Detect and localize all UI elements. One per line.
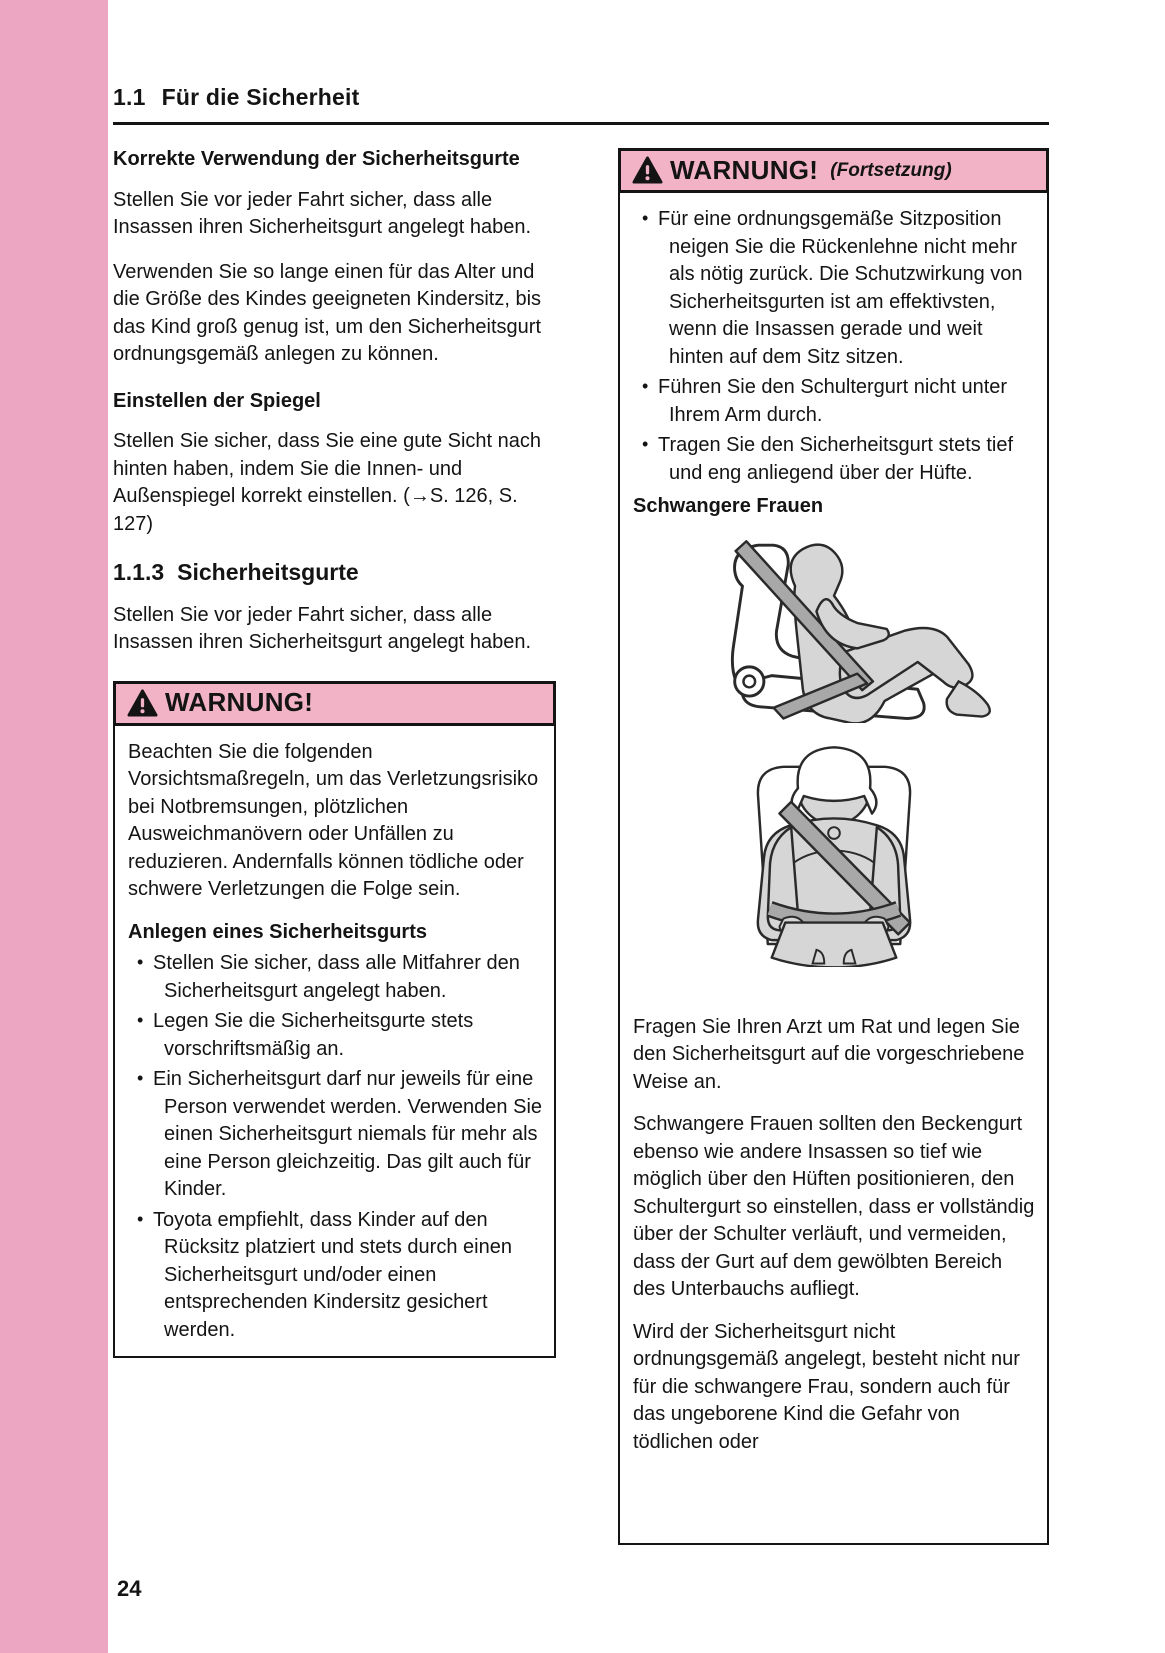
warning-triangle-icon	[127, 689, 158, 718]
bullet-dot: •	[642, 376, 649, 396]
warning-box	[113, 681, 556, 1359]
paragraph: Verwenden Sie so lange einen für das Alter und die Größe des Kindes geeigneten Kindersitz, bis das Kind groß genug ist, um den Sicherheitsgurt ordnungsgemäß anlegen zu können.	[113, 260, 542, 365]
warning-header	[113, 681, 556, 726]
heading-korrekte-verwendung: Korrekte Verwendung der Sicherheitsgurte	[113, 148, 520, 170]
bullet-text: Stellen Sie sicher, dass alle Mitfahrer den Sicherheitsgurt angelegt haben.	[153, 952, 520, 1002]
warning-continuation-label: (Fortsetzung)	[830, 159, 952, 181]
section-heading	[113, 559, 556, 587]
warning-subheading: Anlegen eines Sicherheitsgurts	[128, 920, 427, 943]
heading-einstellen-der-spiegel: Einstellen der Spiegel	[113, 389, 321, 412]
bullet-dot: •	[642, 434, 649, 454]
chapter-title: Für die Sicherheit	[161, 84, 360, 110]
page-number: 24	[117, 1576, 142, 1601]
bullet-dot: •	[137, 1208, 144, 1229]
skirt	[772, 923, 897, 967]
paragraph: Stellen Sie vor jeder Fahrt sicher, dass alle Insassen ihren Sicherheitsgurt angelegt haben.	[113, 188, 532, 238]
warning-header	[618, 148, 1049, 193]
warning-continuation-box	[618, 148, 1049, 1545]
paragraph: Fragen Sie Ihren Arzt um Rat und legen Sie den Sicherheitsgurt auf die vorgeschriebene Weise an.	[633, 1015, 1025, 1093]
list-item	[128, 1066, 542, 1204]
chapter-header	[113, 84, 1049, 125]
bullet-text: Führen Sie den Schultergurt nicht unter Ihrem Arm durch.	[658, 376, 1008, 426]
chapter-number: 1.1	[113, 84, 146, 110]
paragraph: Wird der Sicherheitsgurt nicht ordnungsgemäß angelegt, besteht nicht nur für die schwangere Frau, sondern auch für das ungeborene Kind die Gefahr von tödlichen oder	[633, 1320, 1020, 1453]
seated-pregnant-woman-side-view-drawing	[649, 527, 1019, 723]
right-column	[618, 148, 1049, 1545]
paragraph: Schwangere Frauen sollten den Beckengurt ebenso wie andere Insassen so tief wie möglich über den Hüften positionieren, den Schultergurt so einstellen, dass er vollständig über der Schulter verläuft, und vermeiden, dass der Gurt auf dem gewölbten Bereich des Unterbauchs aufliegt.	[633, 1113, 1035, 1300]
paragraph: Stellen Sie sicher, dass Sie eine gute Sicht nach hinten haben, indem Sie die Innen- und Außenspiegel korrekt einstellen. (→S. 126, S. 127)	[113, 430, 542, 535]
list-item	[633, 206, 1035, 371]
left-column	[113, 146, 556, 1358]
paragraph: Stellen Sie vor jeder Fahrt sicher, dass alle Insassen ihren Sicherheitsgurt angelegt haben.	[113, 603, 532, 653]
recline-knob-center	[743, 675, 755, 687]
bullet-text: Toyota empfiehlt, dass Kinder auf den Rücksitz platziert und stets durch einen Sicherheitsgurt und/oder einen entsprechenden Kindersitz gesichert werden.	[153, 1208, 512, 1341]
bullet-dot: •	[137, 1068, 144, 1088]
bullet-dot: •	[137, 1010, 144, 1030]
bullet-dot: •	[137, 952, 144, 972]
bullet-text: Legen Sie die Sicherheitsgurte stets vorschriftsmäßig an.	[153, 1010, 474, 1060]
bullet-dot: •	[642, 208, 649, 228]
list-item	[633, 432, 1035, 487]
list-item	[128, 1207, 542, 1345]
warning-title: WARNUNG!	[165, 687, 314, 718]
bullet-text: Für eine ordnungsgemäße Sitzposition neigen Sie die Rückenlehne nicht mehr als nötig zurück. Die Schutzwirkung von Sicherheitsgurten ist am effektivsten, wenn die Insassen gerade und weit hinten auf dem Sitz sitzen.	[658, 208, 1023, 368]
list-item	[633, 374, 1035, 429]
warning-intro: Beachten Sie die folgenden Vorsichtsmaßregeln, um das Verletzungsrisiko bei Notbremsungen, plötzlichen Ausweichmanövern oder Unfällen zu reduzieren. Andernfalls können tödliche oder schwere Verletzungen die Folge sein.	[128, 740, 539, 900]
seated-pregnant-woman-front-view-drawing	[649, 737, 1019, 967]
warning-body	[113, 726, 556, 1359]
list-item	[128, 1008, 542, 1063]
warning-title: WARNUNG!	[670, 154, 819, 185]
bullet-text: Ein Sicherheitsgurt darf nur jeweils für eine Person verwendet werden. Verwenden Sie einen Sicherheitsgurt niemals für mehr als eine Person gleichzeitig. Das gilt auch für Kinder.	[153, 1068, 543, 1200]
section-title: Sicherheitsgurte	[177, 559, 359, 585]
warning-body	[618, 193, 1049, 1545]
heading-schwangere-frauen: Schwangere Frauen	[633, 495, 824, 517]
warning-bullet-list	[633, 206, 1035, 487]
warning-triangle-icon	[632, 156, 663, 185]
list-item	[128, 950, 542, 1005]
section-number: 1.1.3	[113, 559, 165, 585]
illustration-pregnant-woman-front-view	[633, 737, 1035, 976]
warning-bullet-list	[128, 950, 542, 1344]
illustration-pregnant-woman-side-view	[633, 527, 1035, 732]
bullet-text: Tragen Sie den Sicherheitsgurt stets tief und eng anliegend über der Hüfte.	[658, 434, 1013, 484]
pink-edge-band	[0, 0, 108, 1653]
